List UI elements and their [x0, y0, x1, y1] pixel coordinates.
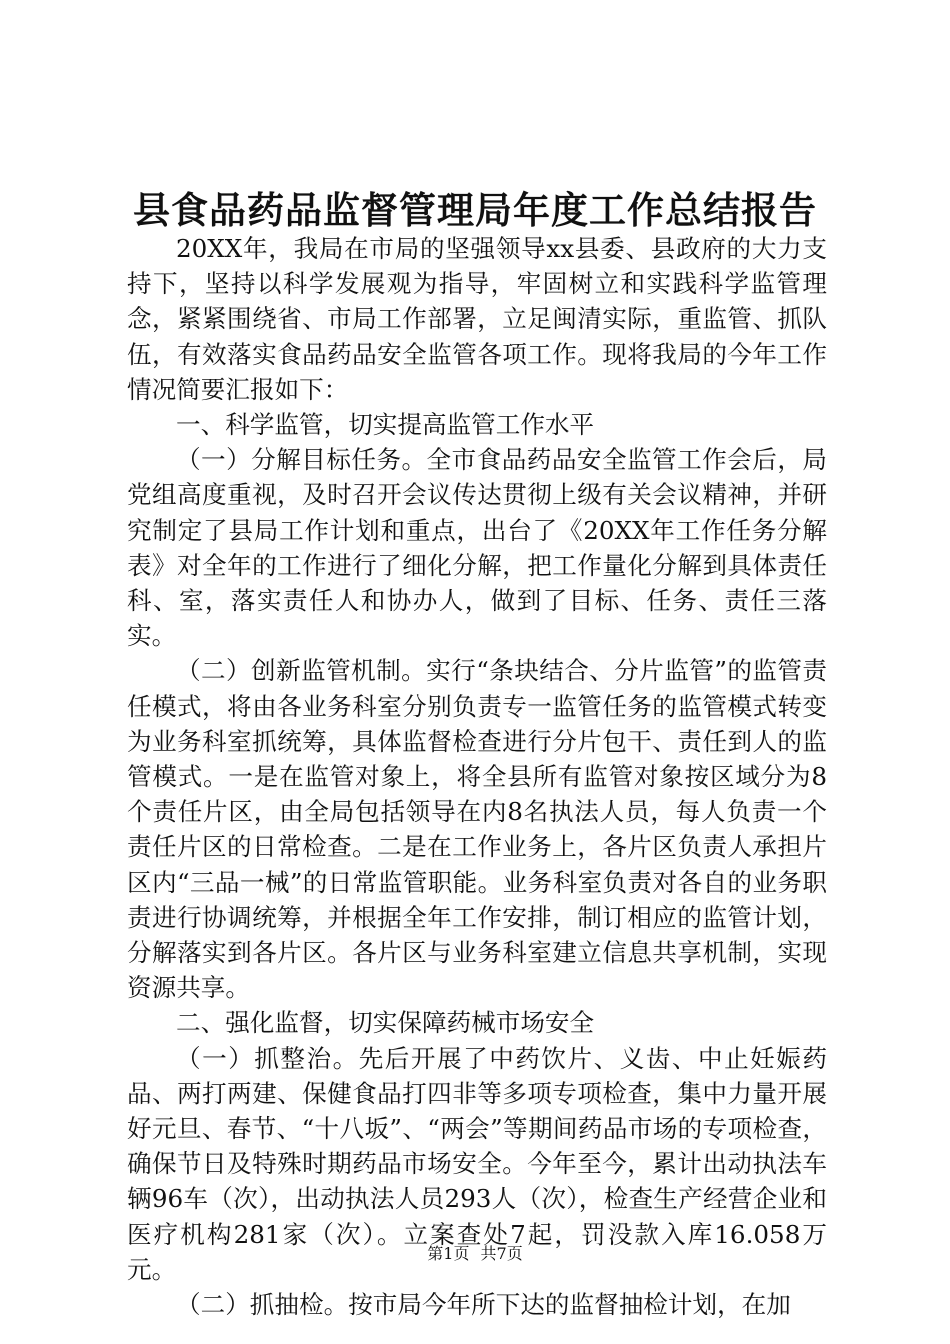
page-total: 共7页: [480, 1244, 523, 1263]
subsection-paragraph-2-1: （一）抓整治。先后开展了中药饮片、义齿、中止妊娠药品、两打两建、保健食品打四非等多项专项检查，集中力量开展好元旦、春节、“十八坂”、“两会”等期间药品市场的专项检查，确保节日及特殊时期药品市场安全。今年至今，累计出动执法车辆96车（次），出动执法人员293人（次），检查生产经营企业和医疗机构281家（次）。立案查处7起，罚没款入库16.058万元。: [127, 1043, 827, 1284]
page-number: 第1页: [427, 1244, 470, 1263]
section-heading-1: 一、科学监管，切实提高监管工作水平: [176, 410, 595, 440]
page-footer: [0, 1243, 950, 1265]
section-heading-2: 二、强化监督，切实保障药械市场安全: [176, 1008, 595, 1038]
intro-paragraph: 20XX年，我局在市局的坚强领导xx县委、县政府的大力支持下，坚持以科学发展观为指导，牢固树立和实践科学监管理念，紧紧围绕省、市局工作部署，立足闽清实际，重监管、抓队伍，有效落实食品药品安全监管各项工作。现将我局的今年工作情况简要汇报如下：: [127, 234, 827, 404]
document-title: 县食品药品监督管理局年度工作总结报告: [133, 188, 817, 232]
document-body: [127, 231, 827, 1322]
subsection-paragraph-1-1: （一）分解目标任务。全市食品药品安全监管工作会后，局党组高度重视，及时召开会议传达贯彻上级有关会议精神，并研究制定了县局工作计划和重点，出台了《20XX年工作任务分解表》对全年的工作进行了细化分解，把工作量化分解到具体责任科、室，落实责任人和协办人，做到了目标、任务、责任三落实。: [127, 445, 827, 651]
subsection-paragraph-1-2: （二）创新监管机制。实行“条块结合、分片监管”的监管责任模式，将由各业务科室分别负责专一监管任务的监管模式转变为业务科室抓统筹，具体监督检查进行分片包干、责任到人的监管模式。一是在监管对象上，将全县所有监管对象按区域分为8个责任片区，由全局包括领导在内8名执法人员，每人负责一个责任片区的日常检查。二是在工作业务上，各片区负责人承担片区内“三品一械”的日常监管职能。业务科室负责对各自的业务职责进行协调统筹，并根据全年工作安排，制订相应的监管计划，分解落实到各片区。各片区与业务科室建立信息共享机制，实现资源共享。: [127, 656, 827, 1003]
subsection-paragraph-2-2: （二）抓抽检。按市局今年所下达的监督抽检计划，在加: [176, 1290, 791, 1320]
